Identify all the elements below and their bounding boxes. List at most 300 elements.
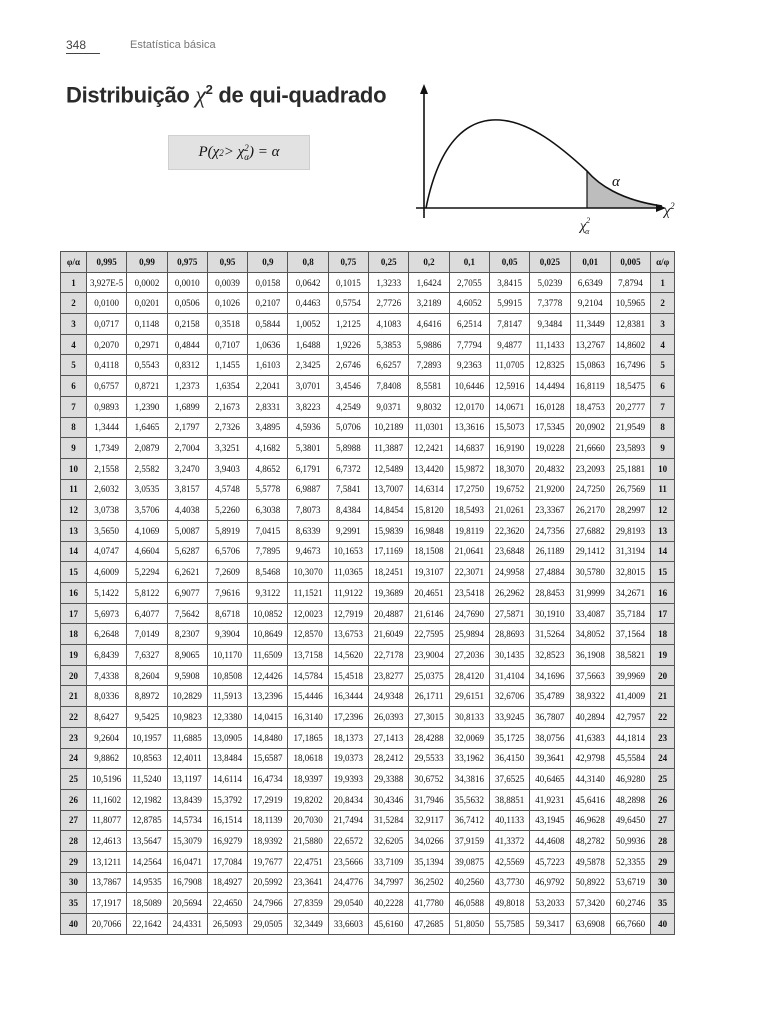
value-cell: 24,7966	[248, 893, 288, 914]
value-cell: 16,8119	[570, 376, 610, 397]
value-cell: 16,4734	[248, 769, 288, 790]
df-cell-left: 25	[61, 769, 87, 790]
value-cell: 21,9200	[530, 479, 570, 500]
df-cell-right: 35	[651, 893, 675, 914]
df-cell-right: 6	[651, 376, 675, 397]
value-cell: 23,5418	[449, 583, 489, 604]
value-cell: 4,5936	[288, 417, 328, 438]
value-cell: 7,0149	[127, 624, 167, 645]
value-cell: 10,1170	[207, 645, 247, 666]
value-cell: 5,3801	[288, 438, 328, 459]
value-cell: 27,1413	[369, 727, 409, 748]
value-cell: 1,0052	[288, 314, 328, 335]
value-cell: 23,5666	[328, 851, 368, 872]
value-cell: 10,2829	[167, 686, 207, 707]
table-row	[61, 686, 675, 707]
value-cell: 9,4877	[489, 334, 529, 355]
formula-sub: α	[244, 151, 249, 162]
value-cell: 63,6908	[570, 914, 610, 935]
value-cell: 8,8972	[127, 686, 167, 707]
value-cell: 0,4463	[288, 293, 328, 314]
value-cell: 35,1725	[489, 727, 529, 748]
df-cell-right: 14	[651, 541, 675, 562]
value-cell: 41,4009	[610, 686, 650, 707]
value-cell: 21,6049	[369, 624, 409, 645]
df-cell-left: 26	[61, 789, 87, 810]
value-cell: 49,6450	[610, 810, 650, 831]
value-cell: 0,7107	[207, 334, 247, 355]
value-cell: 17,1865	[288, 727, 328, 748]
table-row	[61, 789, 675, 810]
value-cell: 13,8439	[167, 789, 207, 810]
alpha-header: 0,75	[328, 252, 368, 273]
value-cell: 29,1412	[570, 541, 610, 562]
value-cell: 21,0261	[489, 500, 529, 521]
table-row	[61, 376, 675, 397]
value-cell: 4,6052	[449, 293, 489, 314]
df-cell-left: 23	[61, 727, 87, 748]
df-cell-right: 25	[651, 769, 675, 790]
value-cell: 24,7690	[449, 603, 489, 624]
value-cell: 19,8202	[288, 789, 328, 810]
value-cell: 20,5694	[167, 893, 207, 914]
value-cell: 48,2898	[610, 789, 650, 810]
value-cell: 13,1197	[167, 769, 207, 790]
table-row	[61, 831, 675, 852]
value-cell: 40,1133	[489, 810, 529, 831]
df-cell-left: 3	[61, 314, 87, 335]
table-row	[61, 748, 675, 769]
value-cell: 6,4077	[127, 603, 167, 624]
value-cell: 6,2514	[449, 314, 489, 335]
df-cell-left: 9	[61, 438, 87, 459]
value-cell: 27,5871	[489, 603, 529, 624]
table-row	[61, 603, 675, 624]
page-number: 348	[66, 38, 100, 54]
value-cell: 34,2671	[610, 583, 650, 604]
value-cell: 46,0588	[449, 893, 489, 914]
value-cell: 29,3388	[369, 769, 409, 790]
alpha-header: 0,025	[530, 252, 570, 273]
value-cell: 23,6848	[489, 541, 529, 562]
value-cell: 15,8120	[409, 500, 449, 521]
value-cell: 8,9065	[167, 645, 207, 666]
value-cell: 31,5264	[530, 624, 570, 645]
value-cell: 22,6572	[328, 831, 368, 852]
alpha-header: 0,1	[449, 252, 489, 273]
value-cell: 45,6416	[570, 789, 610, 810]
df-cell-right: 30	[651, 872, 675, 893]
value-cell: 14,2564	[127, 851, 167, 872]
alpha-header: 0,9	[248, 252, 288, 273]
value-cell: 25,1881	[610, 458, 650, 479]
value-cell: 41,9231	[530, 789, 570, 810]
value-cell: 29,6151	[449, 686, 489, 707]
value-cell: 30,6752	[409, 769, 449, 790]
value-cell: 7,9616	[207, 583, 247, 604]
value-cell: 0,2070	[87, 334, 127, 355]
value-cell: 30,1435	[489, 645, 529, 666]
value-cell: 3,4895	[248, 417, 288, 438]
value-cell: 9,2363	[449, 355, 489, 376]
df-cell-left: 17	[61, 603, 87, 624]
value-cell: 7,6327	[127, 645, 167, 666]
value-cell: 35,4789	[530, 686, 570, 707]
value-cell: 13,7007	[369, 479, 409, 500]
value-cell: 20,4832	[530, 458, 570, 479]
tail-area-shade	[587, 171, 662, 208]
df-cell-left: 10	[61, 458, 87, 479]
value-cell: 8,6339	[288, 520, 328, 541]
value-cell: 12,0170	[449, 396, 489, 417]
value-cell: 11,0705	[489, 355, 529, 376]
value-cell: 49,8018	[489, 893, 529, 914]
value-cell: 7,3778	[530, 293, 570, 314]
df-cell-left: 6	[61, 376, 87, 397]
value-cell: 1,6899	[167, 396, 207, 417]
value-cell: 40,2228	[369, 893, 409, 914]
value-cell: 22,4650	[207, 893, 247, 914]
value-cell: 13,2396	[248, 686, 288, 707]
value-cell: 16,9190	[489, 438, 529, 459]
value-cell: 18,9392	[248, 831, 288, 852]
value-cell: 14,6114	[207, 769, 247, 790]
value-cell: 2,7055	[449, 272, 489, 293]
value-cell: 4,1682	[248, 438, 288, 459]
critical-value-label	[578, 216, 590, 236]
value-cell: 1,3233	[369, 272, 409, 293]
alpha-header: 0,005	[610, 252, 650, 273]
value-cell: 44,1814	[610, 727, 650, 748]
table-row	[61, 665, 675, 686]
value-cell: 50,8922	[570, 872, 610, 893]
x-axis-label-symbol: χ	[664, 204, 671, 219]
value-cell: 16,9279	[207, 831, 247, 852]
value-cell: 30,1910	[530, 603, 570, 624]
value-cell: 7,4338	[87, 665, 127, 686]
value-cell: 9,8862	[87, 748, 127, 769]
value-cell: 53,2033	[530, 893, 570, 914]
value-cell: 27,4884	[530, 562, 570, 583]
value-cell: 10,8508	[207, 665, 247, 686]
value-cell: 26,5093	[207, 914, 247, 935]
value-cell: 7,5841	[328, 479, 368, 500]
value-cell: 31,4104	[489, 665, 529, 686]
df-cell-right: 28	[651, 831, 675, 852]
value-cell: 19,7677	[248, 851, 288, 872]
value-cell: 34,0266	[409, 831, 449, 852]
value-cell: 10,1653	[328, 541, 368, 562]
value-cell: 15,9872	[449, 458, 489, 479]
value-cell: 19,0373	[328, 748, 368, 769]
value-cell: 5,8919	[207, 520, 247, 541]
critical-label-sub: α	[585, 227, 590, 236]
title-suffix: de qui-quadrado	[212, 82, 387, 108]
value-cell: 45,5584	[610, 748, 650, 769]
value-cell: 40,2560	[449, 872, 489, 893]
value-cell: 19,0228	[530, 438, 570, 459]
value-cell: 17,2750	[449, 479, 489, 500]
value-cell: 12,7919	[328, 603, 368, 624]
value-cell: 28,4288	[409, 727, 449, 748]
value-cell: 28,4120	[449, 665, 489, 686]
value-cell: 13,5647	[127, 831, 167, 852]
value-cell: 23,3641	[288, 872, 328, 893]
value-cell: 1,2125	[328, 314, 368, 335]
value-cell: 17,1917	[87, 893, 127, 914]
value-cell: 9,5425	[127, 707, 167, 728]
value-cell: 4,1083	[369, 314, 409, 335]
value-cell: 32,6706	[489, 686, 529, 707]
value-cell: 13,1211	[87, 851, 127, 872]
value-cell: 34,1696	[530, 665, 570, 686]
value-cell: 8,4384	[328, 500, 368, 521]
value-cell: 15,4518	[328, 665, 368, 686]
value-cell: 13,4420	[409, 458, 449, 479]
value-cell: 26,2170	[570, 500, 610, 521]
value-cell: 14,5620	[328, 645, 368, 666]
value-cell: 13,2767	[570, 334, 610, 355]
value-cell: 23,3367	[530, 500, 570, 521]
value-cell: 19,3107	[409, 562, 449, 583]
value-cell: 28,8693	[489, 624, 529, 645]
value-cell: 11,1521	[288, 583, 328, 604]
df-cell-left: 1	[61, 272, 87, 293]
value-cell: 0,0201	[127, 293, 167, 314]
title-chi-symbol: χ	[195, 82, 206, 109]
table-row	[61, 645, 675, 666]
value-cell: 27,8359	[288, 893, 328, 914]
value-cell: 0,0158	[248, 272, 288, 293]
table-row	[61, 438, 675, 459]
value-cell: 9,0371	[369, 396, 409, 417]
value-cell: 0,1015	[328, 272, 368, 293]
chi-square-critical-values-table	[60, 251, 675, 935]
value-cell: 32,8015	[610, 562, 650, 583]
value-cell: 18,4753	[570, 396, 610, 417]
value-cell: 0,6757	[87, 376, 127, 397]
value-cell: 18,1373	[328, 727, 368, 748]
value-cell: 10,8649	[248, 624, 288, 645]
value-cell: 24,7250	[570, 479, 610, 500]
value-cell: 20,0902	[570, 417, 610, 438]
value-cell: 31,5284	[369, 810, 409, 831]
formula-gt: > χ	[223, 144, 245, 160]
running-head: Estatística básica	[130, 39, 216, 51]
table-row	[61, 914, 675, 935]
df-cell-left: 4	[61, 334, 87, 355]
value-cell: 37,1564	[610, 624, 650, 645]
value-cell: 1,7349	[87, 438, 127, 459]
alpha-header: 0,975	[167, 252, 207, 273]
value-cell: 18,5089	[127, 893, 167, 914]
value-cell: 5,3853	[369, 334, 409, 355]
value-cell: 6,7372	[328, 458, 368, 479]
value-cell: 4,4038	[167, 500, 207, 521]
alpha-header: 0,05	[489, 252, 529, 273]
value-cell: 23,9004	[409, 645, 449, 666]
df-cell-left: 15	[61, 562, 87, 583]
value-cell: 2,1558	[87, 458, 127, 479]
value-cell: 1,2373	[167, 376, 207, 397]
table-header-row	[61, 252, 675, 273]
value-cell: 38,9322	[570, 686, 610, 707]
value-cell: 9,5908	[167, 665, 207, 686]
value-cell: 0,4844	[167, 334, 207, 355]
value-cell: 2,6032	[87, 479, 127, 500]
value-cell: 36,1908	[570, 645, 610, 666]
value-cell: 2,6746	[328, 355, 368, 376]
df-cell-right: 29	[651, 851, 675, 872]
value-cell: 11,5913	[207, 686, 247, 707]
value-cell: 14,8480	[248, 727, 288, 748]
value-cell: 0,9893	[87, 396, 127, 417]
value-cell: 0,0717	[87, 314, 127, 335]
value-cell: 24,4776	[328, 872, 368, 893]
value-cell: 20,8434	[328, 789, 368, 810]
value-cell: 15,3079	[167, 831, 207, 852]
value-cell: 4,6009	[87, 562, 127, 583]
value-cell: 26,7569	[610, 479, 650, 500]
df-cell-right: 13	[651, 520, 675, 541]
table-row	[61, 396, 675, 417]
value-cell: 6,1791	[288, 458, 328, 479]
df-cell-left: 11	[61, 479, 87, 500]
value-cell: 7,2893	[409, 355, 449, 376]
value-cell: 36,7807	[530, 707, 570, 728]
df-cell-right: 3	[651, 314, 675, 335]
df-cell-right: 21	[651, 686, 675, 707]
x-axis-label	[662, 201, 675, 219]
value-cell: 32,3449	[288, 914, 328, 935]
df-cell-right: 1	[651, 272, 675, 293]
value-cell: 9,2991	[328, 520, 368, 541]
value-cell: 31,3194	[610, 541, 650, 562]
value-cell: 43,7730	[489, 872, 529, 893]
value-cell: 5,1422	[87, 583, 127, 604]
value-cell: 39,0875	[449, 851, 489, 872]
value-cell: 16,3140	[288, 707, 328, 728]
value-cell: 0,1026	[207, 293, 247, 314]
value-cell: 11,3887	[369, 438, 409, 459]
formula-rhs: ) = α	[248, 144, 280, 160]
df-cell-right: 9	[651, 438, 675, 459]
value-cell: 27,2036	[449, 645, 489, 666]
table-row	[61, 851, 675, 872]
value-cell: 35,1394	[409, 851, 449, 872]
value-cell: 12,0023	[288, 603, 328, 624]
table-row	[61, 520, 675, 541]
value-cell: 15,0863	[570, 355, 610, 376]
value-cell: 4,6416	[409, 314, 449, 335]
table-row	[61, 293, 675, 314]
alpha-header: 0,8	[288, 252, 328, 273]
df-cell-left: 21	[61, 686, 87, 707]
value-cell: 0,0506	[167, 293, 207, 314]
value-cell: 1,1455	[207, 355, 247, 376]
df-cell-left: 12	[61, 500, 87, 521]
value-cell: 5,5778	[248, 479, 288, 500]
value-cell: 21,5880	[288, 831, 328, 852]
value-cell: 12,4426	[248, 665, 288, 686]
value-cell: 26,0393	[369, 707, 409, 728]
value-cell: 18,1139	[248, 810, 288, 831]
formula-sup2: 2	[244, 142, 249, 153]
value-cell: 6,3038	[248, 500, 288, 521]
value-cell: 10,6446	[449, 376, 489, 397]
value-cell: 9,3484	[530, 314, 570, 335]
df-cell-right: 11	[651, 479, 675, 500]
value-cell: 5,8122	[127, 583, 167, 604]
value-cell: 36,7412	[449, 810, 489, 831]
value-cell: 30,4346	[369, 789, 409, 810]
value-cell: 38,5821	[610, 645, 650, 666]
value-cell: 15,9839	[369, 520, 409, 541]
df-cell-left: 13	[61, 520, 87, 541]
critical-label-symbol: χ	[580, 219, 587, 234]
value-cell: 3,5706	[127, 500, 167, 521]
value-cell: 17,2919	[248, 789, 288, 810]
value-cell: 41,3372	[489, 831, 529, 852]
value-cell: 34,7997	[369, 872, 409, 893]
value-cell: 6,8439	[87, 645, 127, 666]
value-cell: 24,7356	[530, 520, 570, 541]
value-cell: 33,1962	[449, 748, 489, 769]
value-cell: 50,9936	[610, 831, 650, 852]
value-cell: 10,0852	[248, 603, 288, 624]
value-cell: 0,2158	[167, 314, 207, 335]
value-cell: 2,3425	[288, 355, 328, 376]
value-cell: 3,0701	[288, 376, 328, 397]
df-cell-right: 22	[651, 707, 675, 728]
value-cell: 5,6973	[87, 603, 127, 624]
value-cell: 1,2390	[127, 396, 167, 417]
value-cell: 3,3251	[207, 438, 247, 459]
value-cell: 18,3070	[489, 458, 529, 479]
value-cell: 5,8988	[328, 438, 368, 459]
value-cell: 7,7794	[449, 334, 489, 355]
value-cell: 1,6424	[409, 272, 449, 293]
value-cell: 11,0301	[409, 417, 449, 438]
alpha-header: 0,99	[127, 252, 167, 273]
value-cell: 28,2997	[610, 500, 650, 521]
value-cell: 5,0239	[530, 272, 570, 293]
value-cell: 20,5992	[248, 872, 288, 893]
value-cell: 33,4087	[570, 603, 610, 624]
table-body	[61, 272, 675, 934]
value-cell: 19,6752	[489, 479, 529, 500]
value-cell: 12,4613	[87, 831, 127, 852]
alpha-header: 0,2	[409, 252, 449, 273]
value-cell: 12,1982	[127, 789, 167, 810]
df-cell-right: 40	[651, 914, 675, 935]
value-cell: 11,6885	[167, 727, 207, 748]
value-cell: 22,7178	[369, 645, 409, 666]
value-cell: 2,7004	[167, 438, 207, 459]
table-row	[61, 417, 675, 438]
value-cell: 7,5642	[167, 603, 207, 624]
value-cell: 19,9393	[328, 769, 368, 790]
value-cell: 17,7084	[207, 851, 247, 872]
value-cell: 1,6354	[207, 376, 247, 397]
value-cell: 44,4608	[530, 831, 570, 852]
value-cell: 4,6604	[127, 541, 167, 562]
table-row	[61, 624, 675, 645]
value-cell: 0,0039	[207, 272, 247, 293]
value-cell: 11,9122	[328, 583, 368, 604]
value-cell: 11,0365	[328, 562, 368, 583]
value-cell: 2,7726	[369, 293, 409, 314]
